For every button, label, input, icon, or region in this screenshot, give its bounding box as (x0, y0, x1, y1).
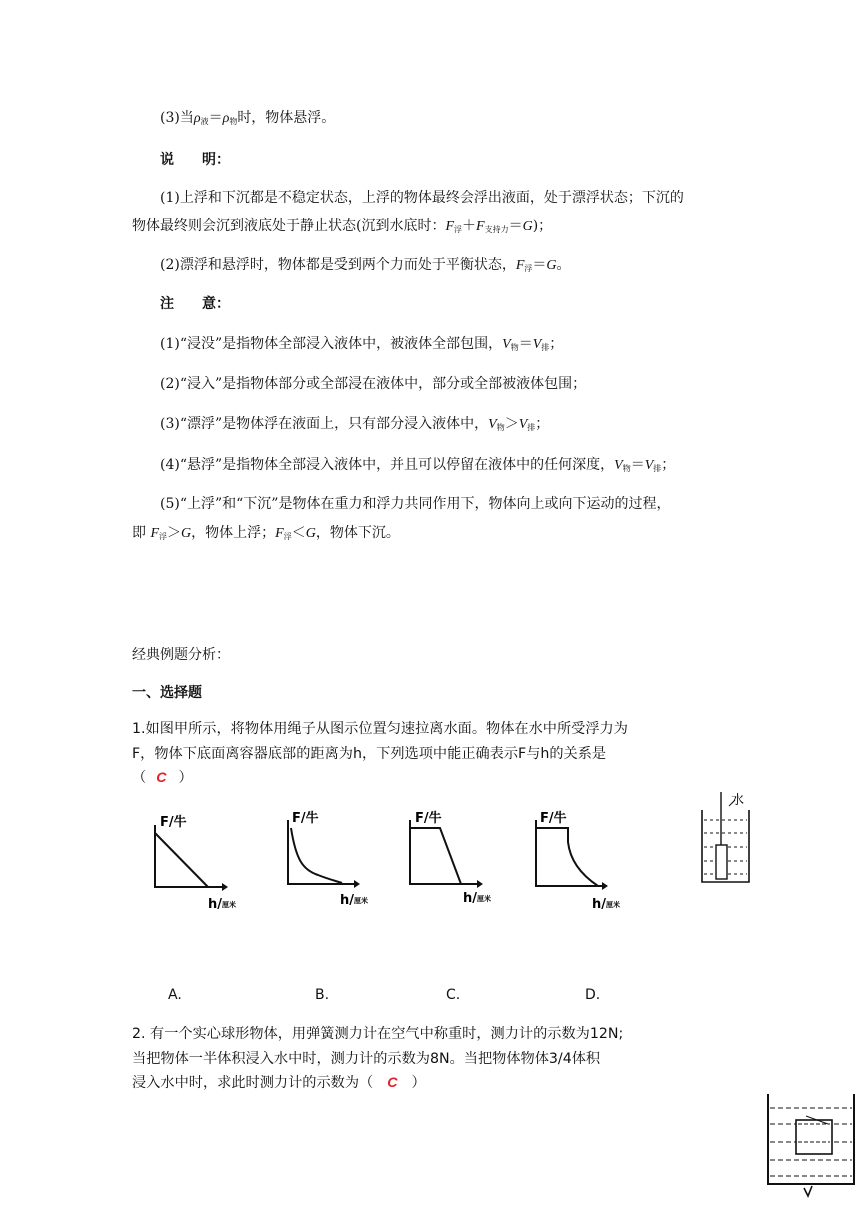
svg-text:F/牛: F/牛 (540, 811, 567, 826)
line-3-suspension: (3)当$\rho_液=\rho_物$时，物体悬浮。 (160, 110, 336, 126)
object (716, 845, 727, 879)
q2-container-figure (760, 1092, 860, 1212)
graph-d-curve (536, 828, 598, 886)
graph-c-curve (410, 828, 461, 884)
option-b[interactable]: B. (315, 987, 330, 1003)
graph-b-curve (291, 828, 342, 883)
graph-a (155, 814, 236, 910)
q2-line-2: 当把物体一半体积浸入水中时，测力计的示数为8N。当把物体物体3/4体积 (132, 1051, 601, 1067)
attention-2: (2)“浸入”是指物体部分或全部浸在液体中，部分或全部被液体包围； (160, 376, 587, 392)
q1-line-1: 1.如图甲所示，将物体用绳子从图示位置匀速拉离水面。物体在水中所受浮力为 (132, 721, 628, 737)
q1-answer: C (156, 770, 167, 786)
attention-heading: 注 意： (160, 296, 230, 312)
container-figure (702, 792, 749, 882)
attention-1: (1)“浸没”是指物体全部浸入液体中，被液体全部包围，$V_物=V_排$； (160, 336, 564, 352)
graph-b (288, 810, 368, 908)
note-1-line-1: (1)上浮和下沉都是不稳定状态，上浮的物体最终会浮出液面，处于漂浮状态；下沉的 (160, 190, 684, 206)
q2-line-3: 浸入水中时，求此时测力计的示数为（ C ） (132, 1075, 426, 1091)
attention-3: (3)“漂浮”是物体浮在液面上，只有部分浸入液体中，$V_物>V_排$； (160, 416, 550, 432)
attention-5-line-1: (5)“上浮”和“下沉”是物体在重力和浮力共同作用下，物体向上或向下运动的过程， (160, 496, 671, 512)
graph-a-curve (155, 833, 208, 887)
svg-text:h/厘米: h/厘米 (463, 891, 492, 906)
attention-4: (4)“悬浮”是指物体全部浸入液体中，并且可以停留在液体中的任何深度，$V_物=V_排$； (160, 457, 676, 473)
option-a[interactable]: A. (168, 987, 182, 1003)
option-d[interactable]: D. (585, 987, 601, 1003)
graph-c (410, 810, 491, 906)
q1-line-2: F，物体下底面离容器底部的距离为h，下列选项中能正确表示F与h的关系是 (132, 746, 607, 762)
note-heading: 说 明： (160, 152, 230, 168)
graph-d (536, 810, 620, 910)
option-c[interactable]: C. (446, 987, 461, 1003)
svg-text:F/牛: F/牛 (292, 811, 319, 826)
note-1-line-2: 物体最终则会沉到液底处于静止状态(沉到水底时：$F_浮+F_{支持力}=G$)； (132, 218, 553, 234)
svg-text:F/牛: F/牛 (415, 811, 442, 826)
q2-line-1: 2. 有一个实心球形物体，用弹簧测力计在空气中称重时，测力计的示数为12N; (132, 1026, 624, 1042)
q2-answer: C (387, 1075, 398, 1091)
attention-5-line-2: 即 $F_浮>G$，物体上浮；$F_浮<G$，物体下沉。 (132, 525, 400, 541)
svg-text:h/厘米: h/厘米 (592, 897, 621, 910)
q1-answer-line: （ C ） (132, 770, 193, 786)
section-title: 一、选择题 (132, 685, 202, 701)
examples-heading: 经典例题分析： (132, 647, 230, 663)
note-2: (2)漂浮和悬浮时，物体都是受到两个力而处于平衡状态，$F_浮=G$。 (160, 257, 571, 273)
svg-text:h/厘米: h/厘米 (208, 897, 237, 910)
water-label: 水 (731, 793, 745, 808)
graph-a-y-label: F/牛 (160, 815, 187, 830)
q1-figures (0, 790, 860, 910)
q2-object (796, 1120, 832, 1154)
svg-text:h/厘米: h/厘米 (340, 893, 369, 908)
